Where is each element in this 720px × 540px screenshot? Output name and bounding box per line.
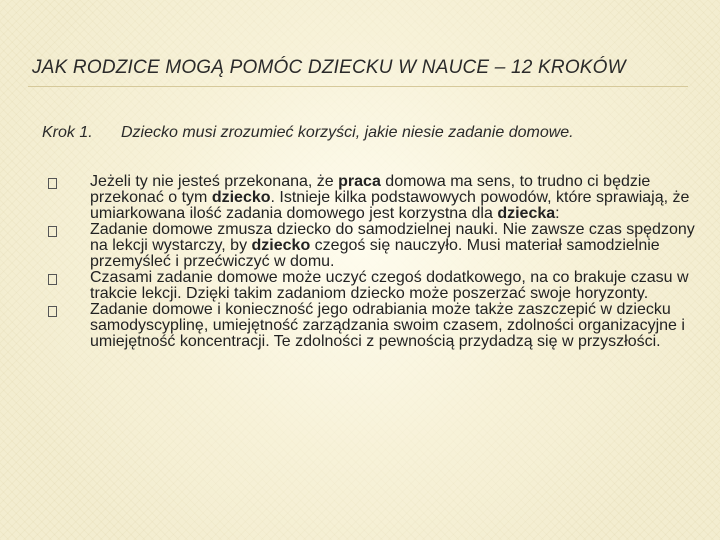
list-item [48, 270, 716, 302]
square-bullet-icon [48, 306, 57, 317]
bullet-text: Zadanie domowe zmusza dziecko do samodzielnej nauki. Nie zawsze czas spędzony na lekcji wystarczy, by dziecko czegoś się nauczyło. Musi materiał samodzielnie przemyśleć i przećwiczyć w domu. [90, 221, 695, 270]
emphasis: dziecka [497, 205, 556, 222]
bullet-text: Zadanie domowe i konieczność jego odrabiania może także zaszczepić w dziecku samodyscyplinę, umiejętność zarządzania swoim czasem, zdolności organizacyjne i umiejętność koncentracji. Te zdolności z pewnością przydadzą się w przyszłości. [90, 301, 685, 350]
list-item [48, 222, 716, 270]
emphasis: dziecko [251, 237, 311, 254]
title-divider [28, 86, 688, 87]
list-item [48, 174, 716, 222]
square-bullet-icon [48, 274, 57, 285]
emphasis: praca [338, 173, 381, 190]
step-label: Krok 1. [42, 124, 93, 141]
step-heading [42, 124, 574, 142]
bullet-text: Jeżeli ty nie jesteś przekonana, że praca domowa ma sens, to trudno ci będzie przekonać o tym dziecko. Istnieje kilka podstawowych powodów, które sprawiają, że umiarkowana ilość zadania domowego jest korzystna dla dziecka: [90, 173, 690, 222]
list-item [48, 302, 716, 350]
square-bullet-icon [48, 226, 57, 237]
step-text: Dziecko musi zrozumieć korzyści, jakie niesie zadanie domowe. [121, 124, 574, 141]
emphasis: dziecko [211, 189, 271, 206]
square-bullet-icon [48, 178, 57, 189]
slide-title: JAK RODZICE MOGĄ POMÓC DZIECKU W NAUCE – 12 KROKÓW [32, 57, 626, 78]
bullet-list [48, 174, 716, 350]
bullet-text: Czasami zadanie domowe może uczyć czegoś dodatkowego, na co brakuje czasu w trakcie lekcji. Dzięki takim zadaniom dziecko może poszerzać swoje horyzonty. [90, 269, 689, 302]
